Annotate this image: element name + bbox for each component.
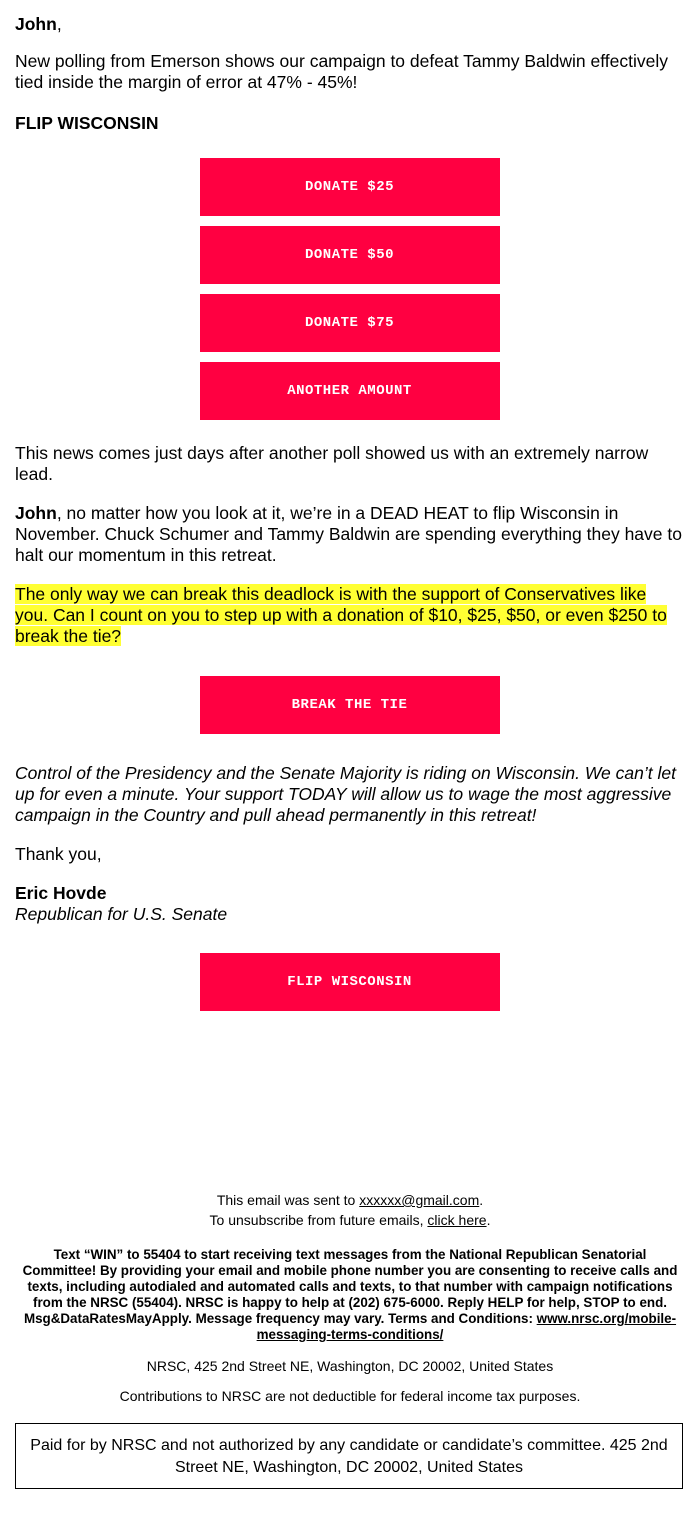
news-paragraph: This news comes just days after another poll showed us with an extremely narrow lead. bbox=[15, 443, 649, 484]
nrsc-address: NRSC, 425 2nd Street NE, Washington, DC 20002, United States bbox=[146, 1358, 554, 1374]
donate-button-group bbox=[15, 158, 684, 420]
footer bbox=[0, 1190, 700, 1405]
dead-heat-text: , no matter how you look at it, we’re in a DEAD HEAT to flip Wisconsin in November. Chuck Schumer and Tammy Baldwin are spending everything they have to halt our momentum in this retreat. bbox=[15, 503, 682, 565]
recipient-email-link[interactable]: xxxxxx@gmail.com bbox=[359, 1192, 480, 1208]
donate-25-button[interactable]: DONATE $25 bbox=[200, 158, 500, 216]
dead-heat-paragraph bbox=[15, 503, 684, 566]
highlighted-text: The only way we can break this deadlock is with the support of Conservatives like you. Can I count on you to step up with a donation of $10, $25, $50, or even $250 to break the tie? bbox=[15, 584, 667, 646]
control-paragraph: Control of the Presidency and the Senate Majority is riding on Wisconsin. We can’t let up for even a minute. Your support TODAY will allow us to wage the most aggressive campaign in the Country and pull ahead permanently in this retreat! bbox=[15, 763, 676, 825]
sent-to-prefix: This email was sent to bbox=[216, 1192, 360, 1208]
unsubscribe-prefix: To unsubscribe from future emails, bbox=[209, 1212, 428, 1228]
greeting-punct: , bbox=[56, 14, 62, 34]
another-amount-button[interactable]: ANOTHER AMOUNT bbox=[200, 362, 500, 420]
break-the-tie-button[interactable]: BREAK THE TIE bbox=[200, 676, 500, 734]
dead-heat-name: John bbox=[15, 503, 57, 523]
unsubscribe-link[interactable]: click here bbox=[427, 1212, 487, 1228]
signature-name: Eric Hovde bbox=[15, 883, 107, 903]
break-tie-wrap bbox=[15, 676, 684, 734]
greeting-name: John bbox=[15, 14, 57, 34]
flip-wisconsin-heading: FLIP WISCONSIN bbox=[15, 113, 159, 133]
flip-wisconsin-button[interactable]: FLIP WISCONSIN bbox=[200, 953, 500, 1011]
highlight-paragraph bbox=[15, 584, 684, 647]
signature-title: Republican for U.S. Senate bbox=[15, 904, 228, 924]
tax-deductible-notice: Contributions to NRSC are not deductible for federal income tax purposes. bbox=[119, 1388, 581, 1404]
donate-50-button[interactable]: DONATE $50 bbox=[200, 226, 500, 284]
paid-for-disclaimer: Paid for by NRSC and not authorized by any candidate or candidate’s committee. 425 2nd Street NE, Washington, DC 20002, United States bbox=[15, 1423, 683, 1489]
sent-to-line bbox=[0, 1190, 700, 1210]
flip-wisconsin-wrap bbox=[15, 953, 684, 1011]
thank-you: Thank you, bbox=[15, 844, 102, 864]
intro-paragraph: New polling from Emerson shows our campaign to defeat Tammy Baldwin effectively tied inside the margin of error at 47% - 45%! bbox=[15, 51, 668, 92]
sms-legal-body: Text “WIN” to 55404 to start receiving text messages from the National Republican Senatorial Committee! By providing your email and mobile phone number you are consenting to receive calls and texts, including autodialed and automated calls and texts, to that number with campaign notifications from the NRSC (55404). NRSC is happy to help at (202) 675-6000. Reply HELP for help, STOP to end. Msg&DataRatesMayApply. Message frequency may vary. Terms and Conditions: bbox=[22, 1247, 678, 1326]
email-body bbox=[0, 14, 700, 1011]
unsubscribe-line bbox=[0, 1210, 700, 1230]
sent-to-suffix: . bbox=[479, 1192, 484, 1208]
greeting bbox=[15, 14, 684, 35]
unsubscribe-suffix: . bbox=[486, 1212, 491, 1228]
terms-conditions-link[interactable]: www.nrsc.org/mobile-messaging-terms-conditions/ bbox=[256, 1311, 677, 1342]
donate-75-button[interactable]: DONATE $75 bbox=[200, 294, 500, 352]
sms-legal-text bbox=[18, 1247, 682, 1343]
